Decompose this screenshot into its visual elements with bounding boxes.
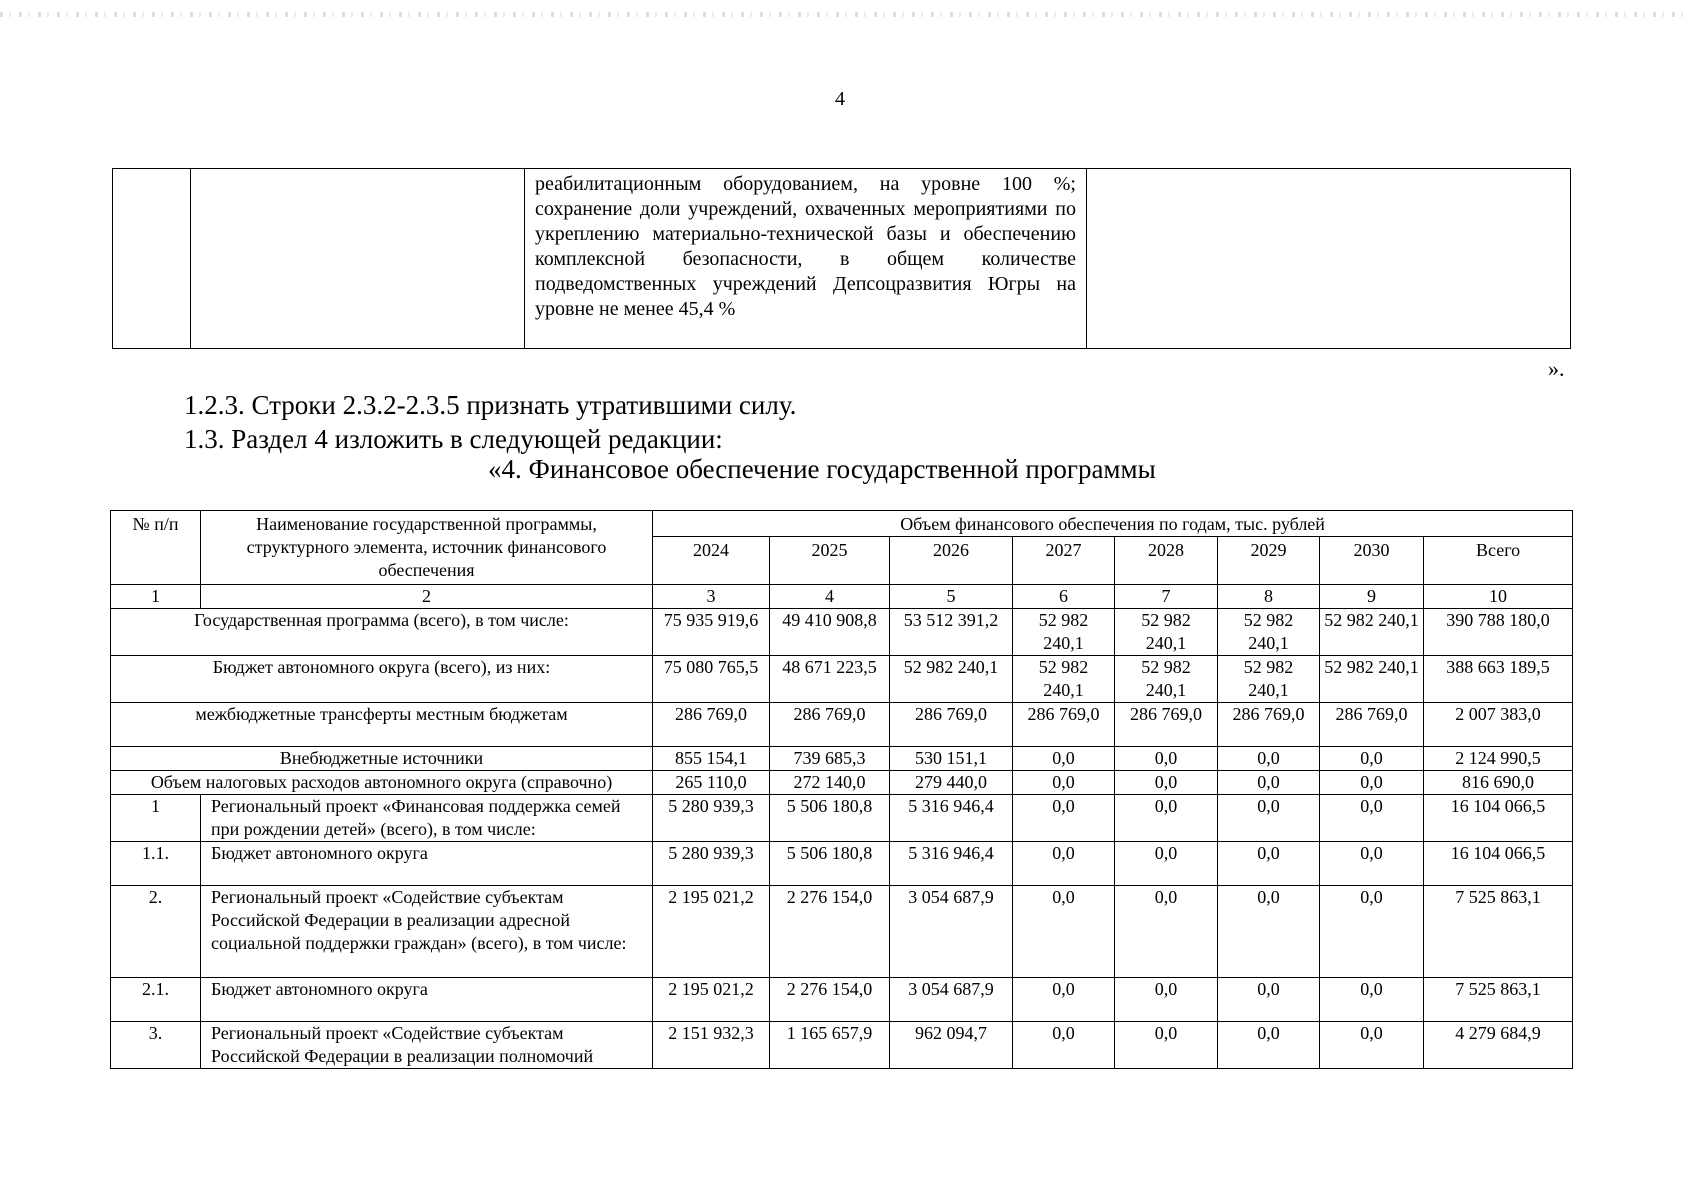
summary-row-value: 739 685,3 — [770, 747, 890, 771]
continuation-table — [112, 168, 1571, 349]
summary-row-value: 2 007 383,0 — [1424, 703, 1573, 747]
header-name: Наименование государственной программы, структурного элемента, источник финансового обеспечения — [201, 511, 653, 585]
column-number: 10 — [1424, 585, 1573, 609]
row-value: 0,0 — [1013, 842, 1115, 886]
row-value: 3 054 687,9 — [890, 978, 1013, 1022]
row-value: 0,0 — [1320, 978, 1424, 1022]
row-value: 0,0 — [1218, 978, 1320, 1022]
row-number: 2. — [111, 886, 201, 978]
summary-row-label: межбюджетные трансферты местным бюджетам — [111, 703, 653, 747]
summary-row-value: 286 769,0 — [890, 703, 1013, 747]
summary-row-value: 286 769,0 — [1115, 703, 1218, 747]
table-row — [111, 795, 1573, 842]
summary-row-value: 75 080 765,5 — [653, 656, 770, 703]
paragraph-1-3: 1.3. Раздел 4 изложить в следующей редакции: — [184, 424, 723, 454]
row-value: 2 195 021,2 — [653, 978, 770, 1022]
summary-row-value: 52 982 240,1 — [1115, 609, 1218, 656]
summary-row-value: 286 769,0 — [1218, 703, 1320, 747]
row-value: 16 104 066,5 — [1424, 795, 1573, 842]
continuation-cell-empty — [1087, 169, 1571, 349]
row-value: 0,0 — [1218, 842, 1320, 886]
summary-row-value: 75 935 919,6 — [653, 609, 770, 656]
header-num: № п/п — [111, 511, 201, 585]
column-number: 3 — [653, 585, 770, 609]
header-year: 2024 — [653, 537, 770, 585]
row-value: 5 280 939,3 — [653, 795, 770, 842]
row-name: Региональный проект «Содействие субъектам Российской Федерации в реализации полномочий — [201, 1022, 653, 1069]
summary-row-value: 0,0 — [1320, 771, 1424, 795]
summary-row-value: 53 512 391,2 — [890, 609, 1013, 656]
row-value: 5 506 180,8 — [770, 795, 890, 842]
summary-row — [111, 656, 1573, 703]
summary-row-value: 0,0 — [1115, 771, 1218, 795]
header-year: 2027 — [1013, 537, 1115, 585]
column-number: 7 — [1115, 585, 1218, 609]
summary-row-value: 0,0 — [1115, 747, 1218, 771]
continuation-indicator-text: реабилитационным оборудованием, на уровне 100 %; сохранение доли учреждений, охваченных мероприятиями по укреплению материально-технической базы и обеспечению комплексной безопасности, в общем количестве подведомственных учреждений Депсоцразвития Югры на уровне не менее 45,4 % — [525, 169, 1087, 349]
page-number: 4 — [835, 88, 845, 110]
row-value: 0,0 — [1013, 978, 1115, 1022]
summary-row-value: 816 690,0 — [1424, 771, 1573, 795]
row-name: Бюджет автономного округа — [201, 842, 653, 886]
row-number: 3. — [111, 1022, 201, 1069]
summary-row-value: 855 154,1 — [653, 747, 770, 771]
row-value: 0,0 — [1013, 795, 1115, 842]
row-value: 0,0 — [1013, 1022, 1115, 1069]
summary-row-value: 286 769,0 — [1320, 703, 1424, 747]
column-number: 8 — [1218, 585, 1320, 609]
row-value: 0,0 — [1218, 886, 1320, 978]
summary-row-value: 52 982 240,1 — [890, 656, 1013, 703]
table-row — [111, 1022, 1573, 1069]
summary-row-value: 52 982 240,1 — [1218, 609, 1320, 656]
row-value: 5 316 946,4 — [890, 842, 1013, 886]
header-year: 2030 — [1320, 537, 1424, 585]
row-value: 1 165 657,9 — [770, 1022, 890, 1069]
summary-row — [111, 703, 1573, 747]
row-value: 5 316 946,4 — [890, 795, 1013, 842]
row-value: 5 280 939,3 — [653, 842, 770, 886]
summary-row-label: Государственная программа (всего), в том числе: — [111, 609, 653, 656]
row-number: 2.1. — [111, 978, 201, 1022]
row-value: 7 525 863,1 — [1424, 978, 1573, 1022]
summary-row-value: 390 788 180,0 — [1424, 609, 1573, 656]
header-year: 2025 — [770, 537, 890, 585]
closing-quote-mark: ». — [1548, 356, 1565, 381]
summary-row — [111, 609, 1573, 656]
row-value: 0,0 — [1320, 1022, 1424, 1069]
row-value: 2 151 932,3 — [653, 1022, 770, 1069]
row-value: 0,0 — [1218, 1022, 1320, 1069]
column-number: 5 — [890, 585, 1013, 609]
summary-row-value: 286 769,0 — [770, 703, 890, 747]
summary-row-value: 0,0 — [1218, 747, 1320, 771]
table-row — [111, 886, 1573, 978]
summary-row-value: 2 124 990,5 — [1424, 747, 1573, 771]
header-year: 2029 — [1218, 537, 1320, 585]
row-value: 5 506 180,8 — [770, 842, 890, 886]
row-value: 0,0 — [1115, 795, 1218, 842]
finance-table — [110, 510, 1573, 1069]
summary-row-value: 48 671 223,5 — [770, 656, 890, 703]
header-year: Всего — [1424, 537, 1573, 585]
summary-row-value: 0,0 — [1218, 771, 1320, 795]
row-value: 7 525 863,1 — [1424, 886, 1573, 978]
summary-row-value: 272 140,0 — [770, 771, 890, 795]
header-year: 2026 — [890, 537, 1013, 585]
column-number: 6 — [1013, 585, 1115, 609]
summary-row-value: 52 982 240,1 — [1115, 656, 1218, 703]
summary-row — [111, 771, 1573, 795]
summary-row-label: Бюджет автономного округа (всего), из них: — [111, 656, 653, 703]
summary-row-value: 0,0 — [1320, 747, 1424, 771]
row-value: 0,0 — [1320, 795, 1424, 842]
summary-row-value: 0,0 — [1013, 747, 1115, 771]
summary-row-value: 388 663 189,5 — [1424, 656, 1573, 703]
summary-row-value: 0,0 — [1013, 771, 1115, 795]
row-value: 2 276 154,0 — [770, 886, 890, 978]
row-value: 0,0 — [1115, 978, 1218, 1022]
row-name: Региональный проект «Содействие субъектам Российской Федерации в реализации адресной социальной поддержки граждан» (всего), в том числе: — [201, 886, 653, 978]
row-value: 962 094,7 — [890, 1022, 1013, 1069]
column-number: 2 — [201, 585, 653, 609]
row-value: 2 195 021,2 — [653, 886, 770, 978]
header-volume: Объем финансового обеспечения по годам, тыс. рублей — [653, 511, 1573, 537]
summary-row-value: 286 769,0 — [1013, 703, 1115, 747]
column-number: 9 — [1320, 585, 1424, 609]
summary-row-label: Внебюджетные источники — [111, 747, 653, 771]
continuation-cell-name — [191, 169, 525, 349]
header-year: 2028 — [1115, 537, 1218, 585]
scan-noise-strip — [0, 12, 1686, 17]
table-row — [111, 978, 1573, 1022]
row-value: 4 279 684,9 — [1424, 1022, 1573, 1069]
summary-row-label: Объем налоговых расходов автономного округа (справочно) — [111, 771, 653, 795]
row-value: 0,0 — [1115, 886, 1218, 978]
summary-row-value: 265 110,0 — [653, 771, 770, 795]
summary-row — [111, 747, 1573, 771]
column-number: 4 — [770, 585, 890, 609]
row-value: 3 054 687,9 — [890, 886, 1013, 978]
row-value: 0,0 — [1320, 842, 1424, 886]
summary-row-value: 286 769,0 — [653, 703, 770, 747]
row-value: 16 104 066,5 — [1424, 842, 1573, 886]
summary-row-value: 52 982 240,1 — [1320, 656, 1424, 703]
row-value: 0,0 — [1320, 886, 1424, 978]
continuation-cell-num — [113, 169, 191, 349]
section-title: «4. Финансовое обеспечение государственной программы — [488, 454, 1156, 484]
summary-row-value: 52 982 240,1 — [1218, 656, 1320, 703]
summary-row-value: 52 982 240,1 — [1013, 609, 1115, 656]
row-value: 0,0 — [1115, 842, 1218, 886]
row-number: 1 — [111, 795, 201, 842]
paragraph-1-2-3: 1.2.3. Строки 2.3.2-2.3.5 признать утратившими силу. — [184, 390, 797, 420]
summary-row-value: 49 410 908,8 — [770, 609, 890, 656]
row-value: 0,0 — [1115, 1022, 1218, 1069]
summary-row-value: 279 440,0 — [890, 771, 1013, 795]
summary-row-value: 530 151,1 — [890, 747, 1013, 771]
row-value: 2 276 154,0 — [770, 978, 890, 1022]
row-name: Региональный проект «Финансовая поддержка семей при рождении детей» (всего), в том числе: — [201, 795, 653, 842]
column-number: 1 — [111, 585, 201, 609]
row-value: 0,0 — [1218, 795, 1320, 842]
row-value: 0,0 — [1013, 886, 1115, 978]
summary-row-value: 52 982 240,1 — [1320, 609, 1424, 656]
row-name: Бюджет автономного округа — [201, 978, 653, 1022]
table-row — [111, 842, 1573, 886]
row-number: 1.1. — [111, 842, 201, 886]
summary-row-value: 52 982 240,1 — [1013, 656, 1115, 703]
